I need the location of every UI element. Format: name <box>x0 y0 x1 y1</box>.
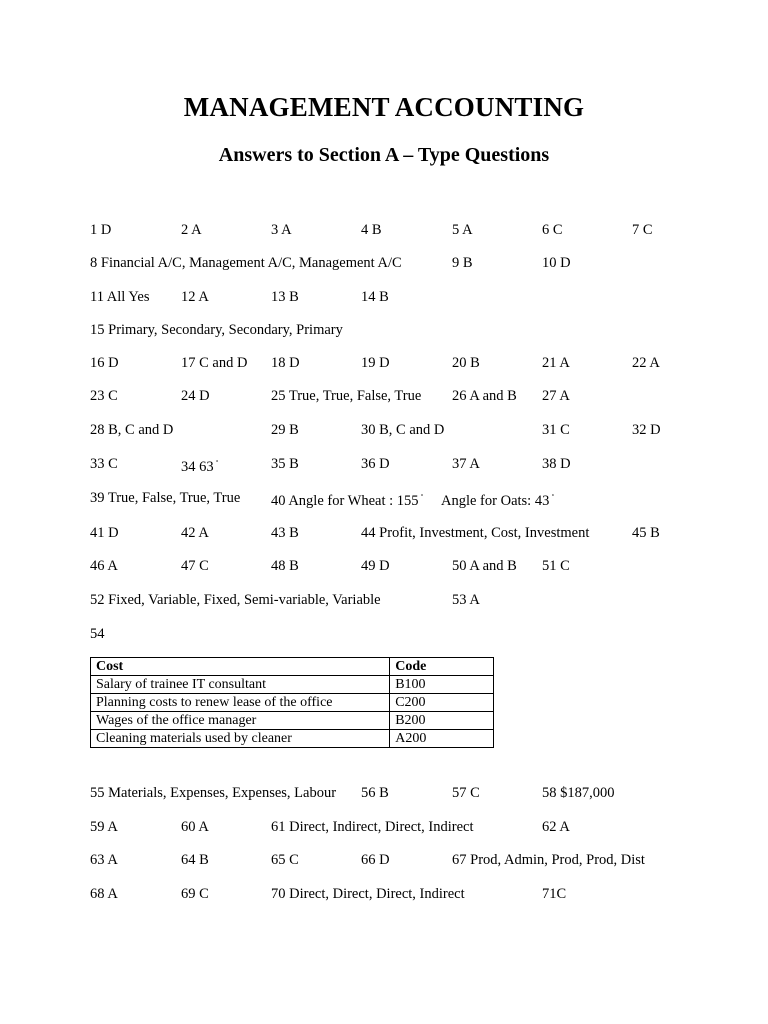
answer-row <box>0 556 768 576</box>
answer-item: 8 Financial A/C, Management A/C, Management A/C <box>90 255 402 271</box>
answer-item: 11 All Yes <box>90 289 150 305</box>
answer-item: Angle for Oats: 43 ˚ <box>441 493 555 509</box>
answer-item: 35 B <box>271 456 299 472</box>
answer-row <box>0 386 768 406</box>
table-header-row <box>91 658 494 676</box>
document-subtitle: Answers to Section A – Type Questions <box>218 144 550 166</box>
table-header-cost: Cost <box>91 658 390 676</box>
table-cell: B200 <box>390 712 494 730</box>
answer-item: 10 D <box>542 255 571 271</box>
answer-item: 58 $187,000 <box>542 785 615 801</box>
answer-item: 7 C <box>632 222 653 238</box>
answer-item: 27 A <box>542 388 570 404</box>
answer-row <box>0 523 768 543</box>
answer-item: 23 C <box>90 388 118 404</box>
table-cell: A200 <box>390 730 494 748</box>
table-cell: C200 <box>390 694 494 712</box>
table-cell: Salary of trainee IT consultant <box>91 676 390 694</box>
answer-item: 68 A <box>90 886 118 902</box>
answer-row <box>0 420 768 440</box>
answer-item: 37 A <box>452 456 480 472</box>
answer-item: 53 A <box>452 592 480 608</box>
answer-item: 25 True, True, False, True <box>271 388 422 404</box>
answer-row <box>0 253 768 273</box>
answer-item: 50 A and B <box>452 558 517 574</box>
degree-mark: ˚ <box>215 459 219 469</box>
answer-item: 22 A <box>632 355 660 371</box>
answer-item: 33 C <box>90 456 118 472</box>
answer-item: 41 D <box>90 525 119 541</box>
answer-row <box>0 220 768 240</box>
answer-item: 62 A <box>542 819 570 835</box>
answer-item: 16 D <box>90 355 119 371</box>
answer-item: 52 Fixed, Variable, Fixed, Semi-variable, Variable <box>90 592 381 608</box>
answer-item: 59 A <box>90 819 118 835</box>
answer-row <box>0 287 768 307</box>
answer-item: 48 B <box>271 558 299 574</box>
answer-item: 30 B, C and D <box>361 422 445 438</box>
answer-item: 44 Profit, Investment, Cost, Investment <box>361 525 590 541</box>
degree-mark: ˚ <box>420 493 424 503</box>
answer-item: 18 D <box>271 355 300 371</box>
answer-item: 65 C <box>271 852 299 868</box>
answer-item: 3 A <box>271 222 292 238</box>
answer-item: 5 A <box>452 222 473 238</box>
table-cell: Planning costs to renew lease of the office <box>91 694 390 712</box>
answer-item: 36 D <box>361 456 390 472</box>
answer-item: 38 D <box>542 456 571 472</box>
table-row <box>91 730 494 748</box>
answer-item: 20 B <box>452 355 480 371</box>
answer-row <box>0 353 768 373</box>
answer-row <box>0 884 768 904</box>
answer-item: 56 B <box>361 785 389 801</box>
answer-item: 66 D <box>361 852 390 868</box>
answer-item: 43 B <box>271 525 299 541</box>
answer-item: 12 A <box>181 289 209 305</box>
answer-item: 69 C <box>181 886 209 902</box>
table-cell: Cleaning materials used by cleaner <box>91 730 390 748</box>
answer-item: 26 A and B <box>452 388 517 404</box>
answer-item: 21 A <box>542 355 570 371</box>
answer-item: 28 B, C and D <box>90 422 174 438</box>
table-row <box>91 694 494 712</box>
answer-row <box>0 624 768 644</box>
answer-item: 70 Direct, Direct, Direct, Indirect <box>271 886 465 902</box>
answer-item: 46 A <box>90 558 118 574</box>
table-row <box>91 676 494 694</box>
answer-item: 9 B <box>452 255 473 271</box>
answer-item: 63 A <box>90 852 118 868</box>
answer-item: 34 63 ˚ <box>181 459 219 475</box>
answer-item: 49 D <box>361 558 390 574</box>
answer-item: 13 B <box>271 289 299 305</box>
answer-item: 6 C <box>542 222 563 238</box>
answer-item: 32 D <box>632 422 661 438</box>
degree-mark: ˚ <box>551 493 555 503</box>
answer-item: 60 A <box>181 819 209 835</box>
answer-row <box>0 783 768 803</box>
answer-item: 51 C <box>542 558 570 574</box>
answer-row <box>0 817 768 837</box>
answer-item: 71C <box>542 886 567 902</box>
answer-item: 40 Angle for Wheat : 155 ˚ <box>271 493 424 509</box>
cost-code-table <box>90 657 494 748</box>
answer-item: 45 B <box>632 525 660 541</box>
table-cell: B100 <box>390 676 494 694</box>
answer-row <box>0 590 768 610</box>
answer-item: 57 C <box>452 785 480 801</box>
table-row <box>91 712 494 730</box>
answer-item: 2 A <box>181 222 202 238</box>
answer-item: 31 C <box>542 422 570 438</box>
answer-item: 67 Prod, Admin, Prod, Prod, Dist <box>452 852 645 868</box>
answer-row <box>0 320 768 340</box>
answer-item: 42 A <box>181 525 209 541</box>
answer-item: 39 True, False, True, True <box>90 490 241 506</box>
answer-item: 24 D <box>181 388 210 404</box>
answer-item: 4 B <box>361 222 382 238</box>
answer-item: 1 D <box>90 222 112 238</box>
document-title: MANAGEMENT ACCOUNTING <box>183 92 585 122</box>
answer-item: 47 C <box>181 558 209 574</box>
answer-item: 61 Direct, Indirect, Direct, Indirect <box>271 819 474 835</box>
answer-item: 17 C and D <box>181 355 248 371</box>
answer-item: 14 B <box>361 289 389 305</box>
table-cell: Wages of the office manager <box>91 712 390 730</box>
answer-item: 15 Primary, Secondary, Secondary, Primary <box>90 322 343 338</box>
answer-item: 64 B <box>181 852 209 868</box>
answer-row <box>0 488 768 508</box>
answer-row <box>0 454 768 474</box>
answer-row <box>0 850 768 870</box>
answer-item: 19 D <box>361 355 390 371</box>
answer-item: 54 <box>90 626 105 642</box>
answer-item: 55 Materials, Expenses, Expenses, Labour <box>90 785 337 801</box>
answer-item: 29 B <box>271 422 299 438</box>
table-header-code: Code <box>390 658 494 676</box>
